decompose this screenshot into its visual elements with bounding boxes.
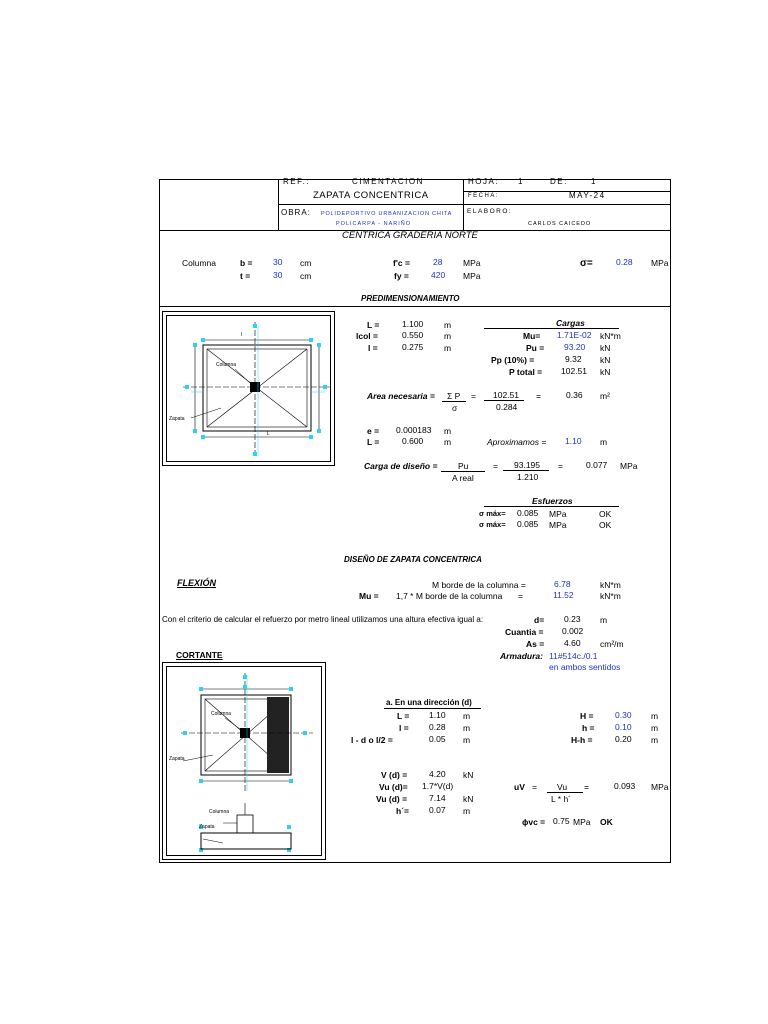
de-value: 1 — [591, 177, 597, 186]
drawing-label-l: l — [241, 332, 243, 338]
h-label: h = — [582, 723, 595, 733]
fecha-label: FECHA: — [468, 193, 500, 199]
cort-L-label: L = — [397, 711, 410, 721]
L2-label: L = — [367, 437, 380, 447]
smax2-value: 0.085 — [517, 519, 539, 529]
plan-drawing — [162, 311, 335, 466]
Hh-label: H-h = — [571, 735, 593, 745]
fc-label: f'c = — [393, 258, 410, 268]
smax1-status: OK — [599, 509, 612, 519]
Vud1-value: 1.7*V(d) — [422, 781, 454, 791]
area-den-val: 0.284 — [496, 402, 518, 412]
cargas-title: Cargas — [556, 318, 585, 328]
elevation-label-zapata: Zapata — [199, 824, 215, 830]
Hh-unit: m — [651, 735, 659, 745]
drawing-label-L: L — [267, 431, 270, 437]
L2-value: 0.600 — [402, 436, 424, 446]
Vud2-label: Vu (d) = — [376, 794, 408, 804]
carga-eq1: = — [493, 461, 498, 471]
t-value: 30 — [273, 270, 283, 280]
sigma-label: σ= — [580, 258, 593, 269]
cort-L-unit: m — [463, 711, 471, 721]
l-label: l = — [368, 343, 378, 353]
smax1-value: 0.085 — [517, 508, 539, 518]
area-den-sym: σ — [452, 403, 458, 413]
L-unit: m — [444, 320, 452, 330]
elevation-label-columna: Columna — [209, 809, 230, 815]
obra-label: OBRA: — [281, 208, 311, 217]
carga-fraction-bar — [503, 470, 549, 471]
section-divider — [159, 306, 671, 307]
area-result: 0.36 — [566, 390, 583, 400]
phivc-unit: MPa — [573, 817, 591, 827]
d-unit: m — [600, 615, 608, 625]
footing-plan-svg — [163, 312, 334, 465]
cort-l-label: l = — [399, 723, 409, 733]
ref-value-2: ZAPATA CONCENTRICA — [313, 190, 429, 201]
hp-label: h´= — [396, 806, 409, 816]
ptotal-label: P total = — [509, 367, 543, 377]
L2-unit: m — [444, 437, 452, 447]
hp-value: 0.07 — [429, 805, 446, 815]
uv-eq1: = — [532, 782, 537, 792]
Vd-label: V (d) = — [381, 770, 408, 780]
elaboro-label: ELABORO: — [467, 208, 513, 215]
Vud2-unit: kN — [463, 794, 474, 804]
area-eq2: = — [536, 391, 541, 401]
carga-label: Carga de diseño = — [364, 461, 438, 471]
carga-den-sym: A real — [452, 473, 474, 483]
ref-value-1: CIMENTACION — [352, 177, 424, 186]
drawing-label-columna: Columna — [216, 362, 237, 368]
flexion-mu-eq: = — [518, 591, 523, 601]
pp-label: Pp (10%) = — [491, 355, 535, 365]
uv-num: Vu — [557, 782, 568, 792]
L-value: 1.100 — [402, 319, 424, 329]
fecha-value: MAY-24 — [569, 191, 606, 200]
ldl-unit: m — [463, 735, 471, 745]
cortante-drawing — [162, 662, 326, 860]
mu-label: Mu= — [523, 331, 541, 341]
armadura-value: 11#514c./0.1 — [549, 651, 598, 661]
fy-label: fy = — [394, 271, 409, 281]
section-title: CENTRICA GRADERIA NORTE — [342, 230, 478, 241]
H-value: 0.30 — [615, 710, 632, 720]
e-value: 0.000183 — [396, 425, 432, 435]
area-eq1: = — [471, 391, 476, 401]
fy-unit: MPa — [463, 271, 481, 281]
area-num-sym: Σ P — [447, 391, 461, 401]
b-value: 30 — [273, 257, 283, 267]
e-label: e = — [367, 426, 380, 436]
fy-value: 420 — [431, 270, 446, 280]
flexion-mu-unit: kN*m — [600, 591, 621, 601]
as-unit: cm²/m — [600, 639, 624, 649]
esfuerzos-title: Esfuerzos — [532, 496, 573, 506]
hp-unit: m — [463, 806, 471, 816]
smax1-label: σ máx= — [479, 509, 506, 518]
H-unit: m — [651, 711, 659, 721]
d-label: d= — [534, 615, 545, 625]
mborde-value: 6.78 — [554, 579, 571, 589]
cortante-plan-svg — [163, 663, 325, 859]
uv-fraction-bar — [547, 792, 583, 793]
smax1-unit: MPa — [549, 509, 567, 519]
H-label: H = — [580, 711, 594, 721]
cortante-label-zapata: Zapata — [169, 756, 185, 762]
carga-eq2: = — [558, 461, 563, 471]
armadura-note: en ambos sentidos — [549, 662, 621, 672]
obra-line-1: POLIDEPORTIVO URBANIZACION CHITA — [321, 211, 453, 217]
dir-title: a. En una dirección (d) — [386, 698, 472, 707]
columna-label: Columna — [182, 258, 217, 268]
Vud1-label: Vu (d)= — [379, 782, 408, 792]
hoja-value: 1 — [518, 177, 524, 186]
lcol-value: 0.550 — [402, 330, 424, 340]
cort-L-value: 1.10 — [429, 710, 446, 720]
area-label: Area necesaria = — [367, 391, 435, 401]
pu-label: Pu = — [526, 343, 545, 353]
flexion-title: FLEXIÓN — [177, 578, 217, 588]
flexion-mu-value: 11.52 — [553, 590, 574, 600]
predim-title: PREDIMENSIONAMIENTO — [361, 294, 460, 303]
carga-den-val: 1.210 — [517, 472, 539, 482]
aprox-label: Aproximamos = — [487, 437, 547, 447]
cort-l-value: 0.28 — [429, 722, 446, 732]
phivc-value: 0.75 — [553, 816, 570, 826]
smax2-label: σ máx= — [479, 520, 506, 529]
de-label: DE: — [550, 177, 568, 186]
pu-unit: kN — [600, 343, 611, 353]
L-label: L = — [367, 320, 380, 330]
pp-value: 9.32 — [565, 354, 582, 364]
l-unit: m — [444, 343, 452, 353]
cort-l-unit: m — [463, 723, 471, 733]
cortante-label-columna: Columna — [211, 711, 232, 717]
aprox-unit: m — [600, 437, 608, 447]
mborde-label: M borde de la columna = — [432, 580, 526, 590]
b-unit: cm — [300, 258, 312, 268]
sigma-unit: MPa — [651, 258, 669, 268]
criterio-text: Con el criterio de calcular el refuerzo por metro lineal utilizamos una altura efectiva igual a: — [162, 615, 484, 624]
as-label: As = — [526, 639, 545, 649]
ptotal-value: 102.51 — [561, 366, 587, 376]
phivc-label: ϕvc = — [522, 817, 546, 827]
l-value: 0.275 — [402, 342, 424, 352]
d-value: 0.23 — [564, 614, 581, 624]
b-label: b = — [240, 258, 253, 268]
header-divider — [278, 204, 671, 205]
as-value: 4.60 — [564, 638, 581, 648]
Hh-value: 0.20 — [615, 734, 632, 744]
area-unit: m² — [600, 391, 610, 401]
Vud2-value: 7.14 — [429, 793, 446, 803]
mborde-unit: kN*m — [600, 580, 621, 590]
h-value: 0.10 — [615, 722, 632, 732]
design-title: DISEÑO DE ZAPATA CONCENTRICA — [344, 555, 482, 564]
armadura-label: Armadura: — [500, 651, 543, 661]
pu-value: 93.20 — [564, 342, 586, 352]
smax2-unit: MPa — [549, 520, 567, 530]
elaboro-value: CARLOS CAICEDO — [528, 221, 592, 227]
e-unit: m — [444, 426, 452, 436]
fc-unit: MPa — [463, 258, 481, 268]
h-unit: m — [651, 723, 659, 733]
smax2-status: OK — [599, 520, 612, 530]
carga-result: 0.077 — [586, 460, 608, 470]
carga-num-sym: Pu — [458, 461, 469, 471]
ldl-label: l - d o l/2 = — [351, 735, 393, 745]
carga-unit: MPa — [620, 461, 638, 471]
dir-underline — [384, 708, 481, 709]
ptotal-unit: kN — [600, 367, 611, 377]
uv-value: 0.093 — [614, 781, 636, 791]
header-divider — [463, 191, 671, 192]
cuantia-value: 0.002 — [562, 626, 584, 636]
flexion-mu-label: Mu = — [359, 591, 379, 601]
drawing-label-zapata: Zapata — [169, 416, 185, 422]
area-fraction-bar — [484, 400, 524, 401]
sigma-value: 0.28 — [616, 257, 633, 267]
hoja-label: HOJA: — [468, 177, 500, 186]
obra-line-2: POLICARPA - NARIÑO — [336, 221, 412, 227]
mu-value: 1.71E-02 — [557, 330, 592, 340]
t-label: t = — [240, 271, 251, 281]
fc-value: 28 — [433, 257, 443, 267]
uv-eq2: = — [584, 782, 589, 792]
aprox-value: 1.10 — [565, 436, 582, 446]
ldl-value: 0.05 — [429, 734, 446, 744]
uv-unit: MPa — [651, 782, 669, 792]
cargas-underline — [484, 328, 619, 329]
pp-unit: kN — [600, 355, 611, 365]
mu-unit: kN*m — [600, 331, 621, 341]
Vd-value: 4.20 — [429, 769, 446, 779]
carga-num-val: 93.195 — [514, 460, 540, 470]
flexion-mu-expr: 1,7 * M borde de la columna — [396, 591, 503, 601]
uv-label: uV — [514, 782, 525, 792]
cortante-title: CORTANTE — [176, 650, 223, 660]
lcol-unit: m — [444, 331, 452, 341]
carga-fraction-bar — [441, 471, 485, 472]
phivc-status: OK — [600, 817, 613, 827]
Vd-unit: kN — [463, 770, 474, 780]
esfuerzos-underline — [484, 506, 619, 507]
area-num-val: 102.51 — [493, 390, 519, 400]
uv-den: L * h´ — [551, 794, 572, 804]
cuantia-label: Cuantia = — [505, 627, 544, 637]
area-fraction-bar — [442, 401, 466, 402]
ref-label: REF.: — [283, 177, 311, 186]
lcol-label: lcol = — [356, 331, 378, 341]
t-unit: cm — [300, 271, 312, 281]
